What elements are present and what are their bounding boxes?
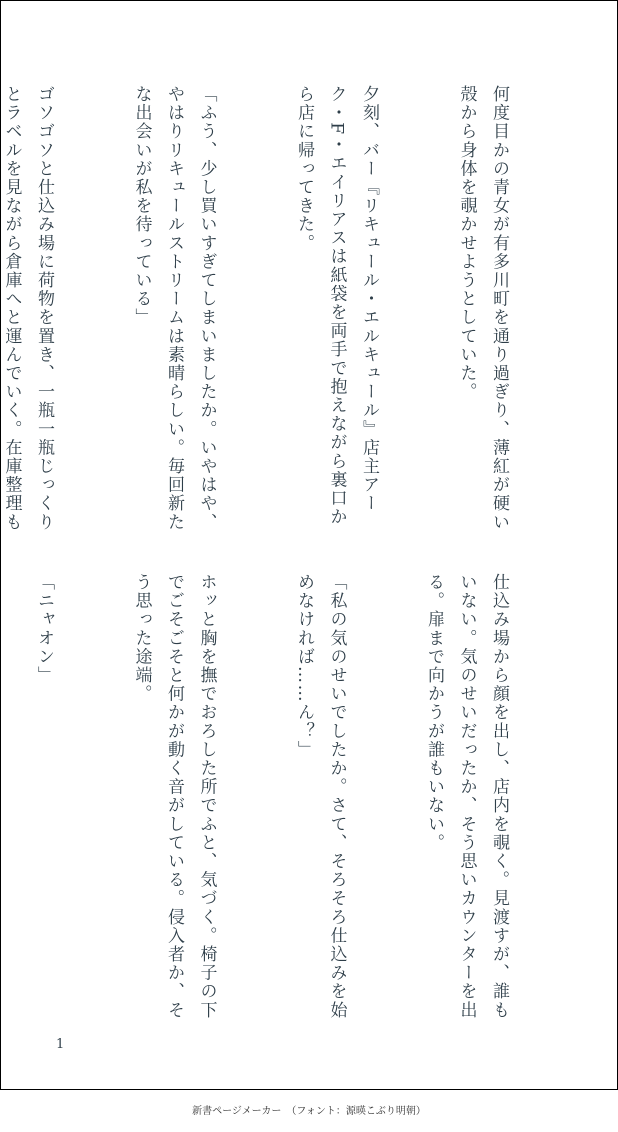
paragraph: 仕込み場から顔を出し、店内を覗く。見渡すが、誰もいない。気のせいだったか、そう思いカウンターを出る。扉まで向かうが誰もいない。	[424, 573, 509, 1020]
paragraph: 夕刻、バー『リキュール・エルキュール』店主アーク・F・エイリアスは紙袋を両手で抱えながら裏口から店に帰ってきた。	[294, 85, 379, 527]
page-number: 1	[56, 1037, 65, 1052]
paragraph: 「ニャオン」	[34, 573, 54, 685]
paragraph: 「私の気のせいでしたか。さて、そろそろ仕込みを始めなければ……ん？」	[294, 573, 347, 1020]
paragraph: 何度目かの青女が有多川町を通り過ぎり、薄紅が硬い殻から身体を覗かせようとしていた。	[456, 85, 509, 532]
footer-credit: 新書ページメーカー （フォント：源暎こぶり明朝）	[192, 1106, 426, 1117]
paragraph: 「ふう、少し買いすぎてしまいましたか。いやはや、やはりリキュールストリームは素晴らしい。毎回新たな出会いが私を待っている」	[131, 85, 217, 532]
upper-text-block	[1, 85, 580, 537]
paragraph: ゴソゴソと仕込み場に荷物を置き、一瓶一瓶じっくりとラベルを見ながら倉庫へと運んでいく。在庫整理も	[1, 85, 54, 532]
lower-text-block	[34, 573, 580, 1025]
paragraph: ホッと胸を撫でおろした所でふと、気づく。椅子の下でごそごそと何かが動く音がしている。侵入者か、そう思った途端。	[131, 573, 217, 1020]
